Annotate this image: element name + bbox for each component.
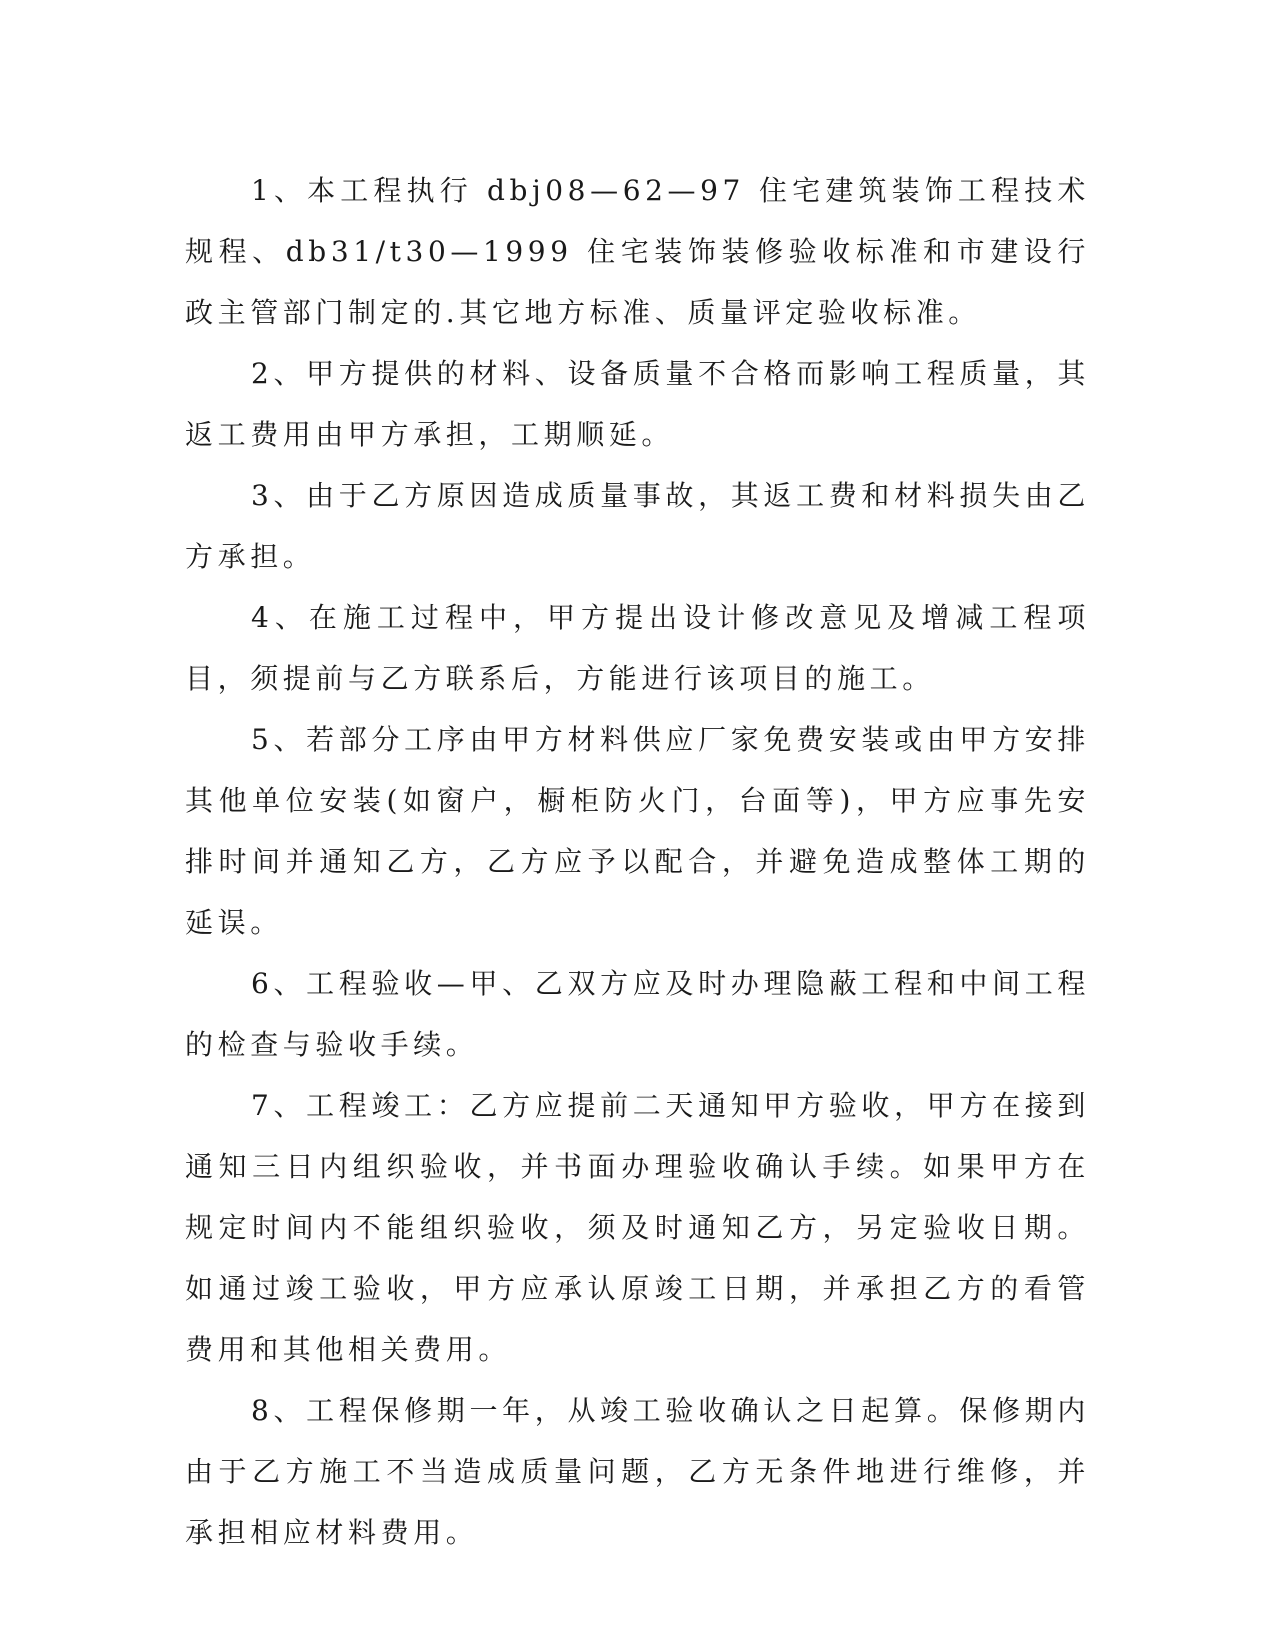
clause-7: 7、工程竣工：乙方应提前二天通知甲方验收，甲方在接到通知三日内组织验收，并书面办理验收确认手续。如果甲方在规定时间内不能组织验收，须及时通知乙方，另定验收日期。如通过竣工验收，甲方应承认原竣工日期，并承担乙方的看管费用和其他相关费用。 [185,1089,1090,1366]
clause-8: 8、工程保修期一年，从竣工验收确认之日起算。保修期内由于乙方施工不当造成质量问题，乙方无条件地进行维修，并承担相应材料费用。 [185,1394,1090,1549]
clause-2: 2、甲方提供的材料、设备质量不合格而影响工程质量，其返工费用由甲方承担，工期顺延。 [185,357,1090,451]
clause-3: 3、由于乙方原因造成质量事故，其返工费和材料损失由乙方承担。 [185,479,1090,573]
document-body [185,160,1090,1563]
clause-4: 4、在施工过程中，甲方提出设计修改意见及增减工程项目，须提前与乙方联系后，方能进行该项目的施工。 [185,601,1090,695]
clause-1: 1、本工程执行 dbj08—62—97 住宅建筑装饰工程技术规程、db31/t30—1999 住宅装饰装修验收标准和市建设行政主管部门制定的.其它地方标准、质量评定验收标准。 [185,174,1090,329]
clause-6: 6、工程验收—甲、乙双方应及时办理隐蔽工程和中间工程的检查与验收手续。 [185,967,1090,1061]
clause-5: 5、若部分工序由甲方材料供应厂家免费安装或由甲方安排其他单位安装(如窗户，橱柜防火门，台面等)，甲方应事先安排时间并通知乙方，乙方应予以配合，并避免造成整体工期的延误。 [185,723,1090,939]
